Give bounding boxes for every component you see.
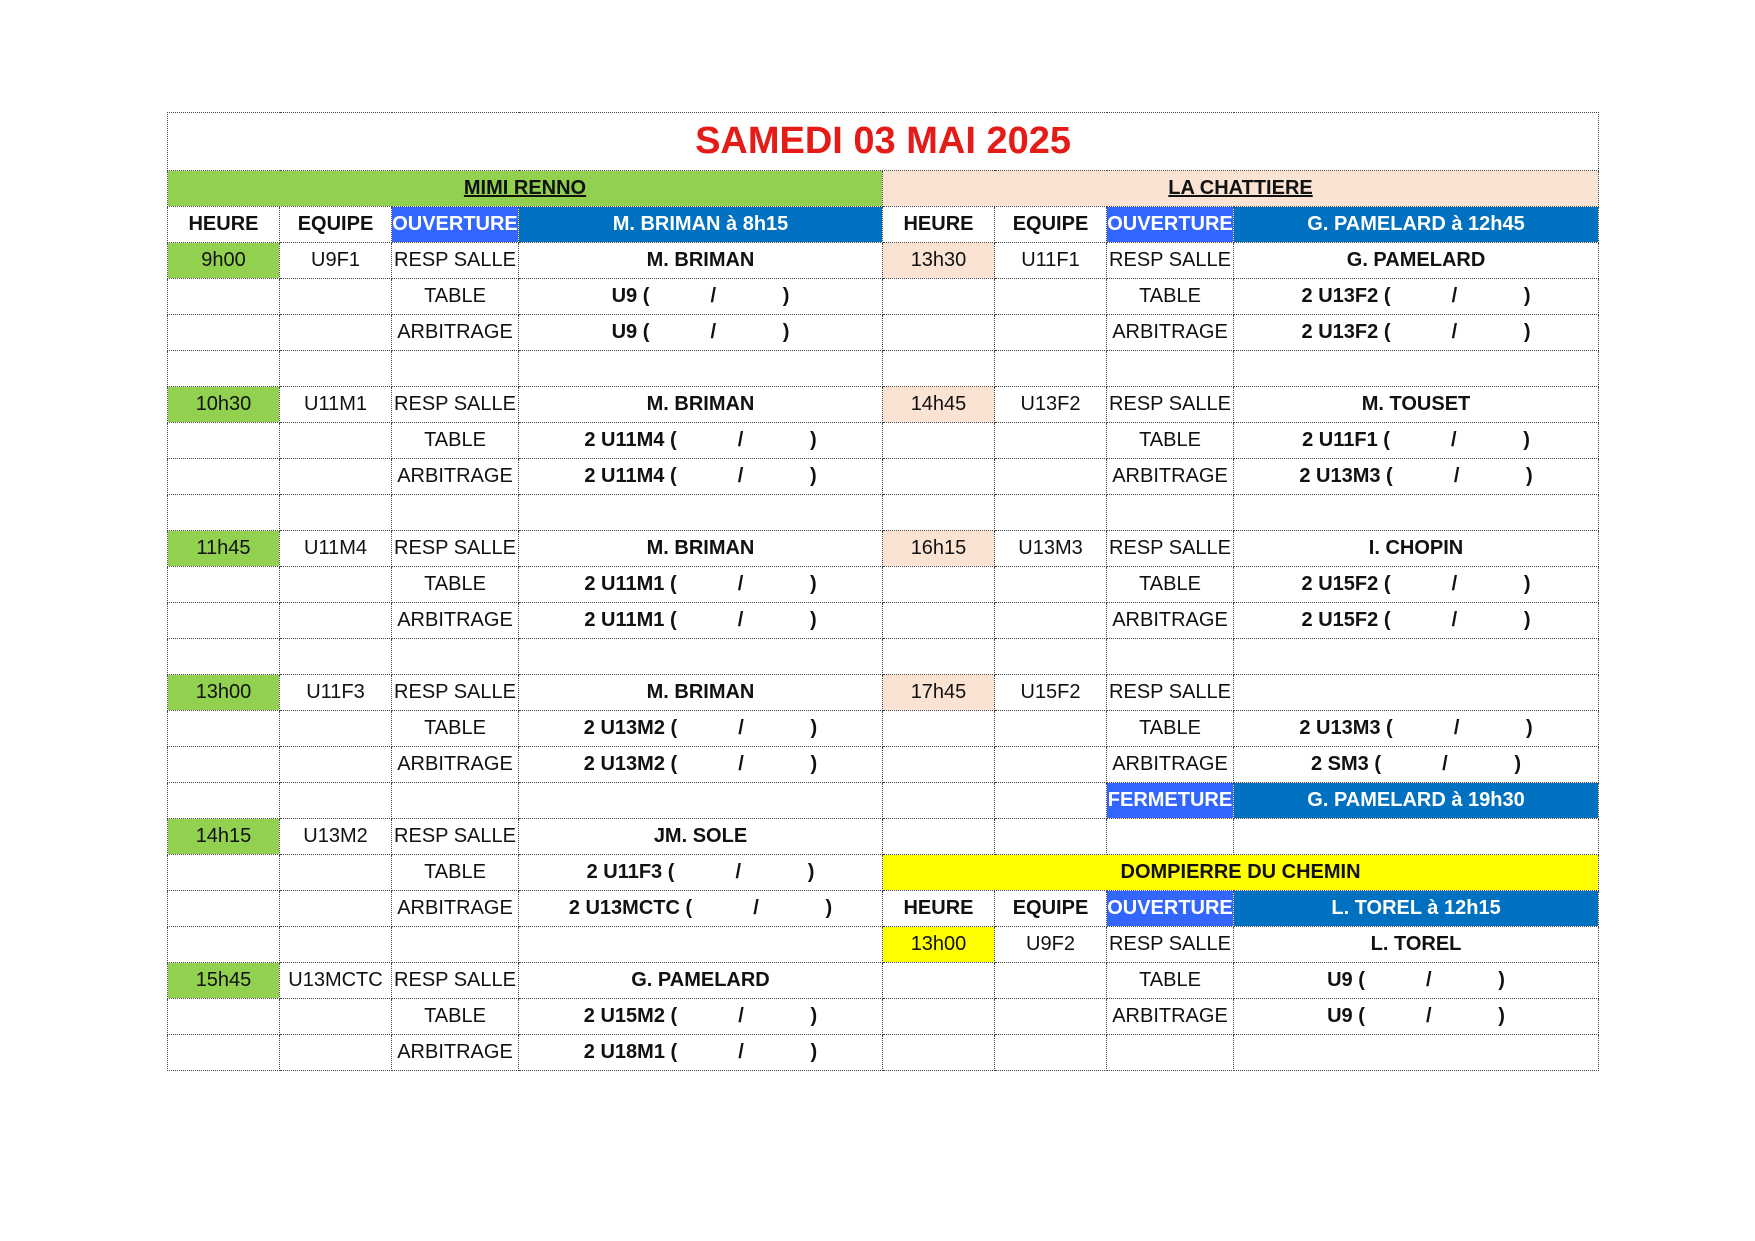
match-team: U13M2 — [280, 819, 392, 855]
role-label: TABLE — [392, 855, 519, 891]
role-label: ARBITRAGE — [392, 603, 519, 639]
role-label: RESP SALLE — [392, 675, 519, 711]
match-team: U11M4 — [280, 531, 392, 567]
schedule-table — [167, 112, 1599, 1071]
match-team: U11M1 — [280, 387, 392, 423]
resp-salle-value — [1234, 675, 1599, 711]
table-assignment: 2 U11F3 ( / ) — [586, 861, 815, 883]
resp-salle-value: M. BRIMAN — [519, 675, 883, 711]
match-time: 14h45 — [883, 387, 995, 423]
arbitrage-assignment: 2 U11M1 ( / ) — [584, 609, 817, 631]
role-label: ARBITRAGE — [392, 891, 519, 927]
role-label: ARBITRAGE — [1107, 999, 1234, 1035]
role-label: RESP SALLE — [1107, 927, 1234, 963]
left-opener: M. BRIMAN à 8h15 — [519, 207, 883, 243]
role-label: ARBITRAGE — [1107, 459, 1234, 495]
table-assignment: 2 U13M2 ( / ) — [583, 717, 818, 739]
arbitrage-assignment: 2 U18M1 ( / ) — [583, 1041, 818, 1063]
match-team: U15F2 — [995, 675, 1107, 711]
resp-salle-value: G. PAMELARD — [1234, 243, 1599, 279]
table-assignment: 2 U11M4 ( / ) — [584, 429, 817, 451]
match-time: 10h30 — [168, 387, 280, 423]
role-label: TABLE — [1107, 567, 1234, 603]
role-label: ARBITRAGE — [1107, 603, 1234, 639]
role-label: TABLE — [1107, 963, 1234, 999]
role-label: TABLE — [392, 999, 519, 1035]
role-label: ARBITRAGE — [392, 315, 519, 351]
venue-dompierre: DOMPIERRE DU CHEMIN — [883, 855, 1599, 891]
role-label: RESP SALLE — [392, 819, 519, 855]
role-label: RESP SALLE — [1107, 675, 1234, 711]
match-team: U11F3 — [280, 675, 392, 711]
venue-mimi-renno: MIMI RENNO — [168, 171, 883, 207]
schedule-sheet — [167, 112, 1599, 1071]
match-time: 13h00 — [168, 675, 280, 711]
resp-salle-value: M. BRIMAN — [519, 387, 883, 423]
arbitrage-assignment: 2 U11M4 ( / ) — [584, 465, 817, 487]
arbitrage-assignment: 2 SM3 ( / ) — [1311, 753, 1522, 775]
arbitrage-assignment: 2 U13M2 ( / ) — [583, 753, 818, 775]
role-label: ARBITRAGE — [1107, 747, 1234, 783]
table-assignment: U9 ( / ) — [1327, 969, 1505, 991]
resp-salle-value: JM. SOLE — [519, 819, 883, 855]
arbitrage-assignment: 2 U13F2 ( / ) — [1301, 321, 1531, 343]
role-label: TABLE — [392, 567, 519, 603]
match-team: U9F1 — [280, 243, 392, 279]
resp-salle-value: M. TOUSET — [1234, 387, 1599, 423]
arbitrage-assignment: 2 U13M3 ( / ) — [1299, 465, 1533, 487]
resp-salle-value: M. BRIMAN — [519, 243, 883, 279]
role-label: TABLE — [1107, 423, 1234, 459]
third-ouverture-label: OUVERTURE — [1107, 891, 1234, 927]
fermeture-label: FERMETURE — [1107, 783, 1234, 819]
resp-salle-value: G. PAMELARD — [519, 963, 883, 999]
role-label: RESP SALLE — [1107, 243, 1234, 279]
match-time: 11h45 — [168, 531, 280, 567]
match-team: U13MCTC — [280, 963, 392, 999]
role-label: RESP SALLE — [392, 387, 519, 423]
right-equipe-header: EQUIPE — [995, 207, 1107, 243]
resp-salle-value: I. CHOPIN — [1234, 531, 1599, 567]
table-assignment: U9 ( / ) — [611, 285, 790, 307]
match-time: 13h00 — [883, 927, 995, 963]
resp-salle-value: L. TOREL — [1234, 927, 1599, 963]
role-label: TABLE — [1107, 279, 1234, 315]
role-label: ARBITRAGE — [1107, 315, 1234, 351]
left-ouverture-label: OUVERTURE — [392, 207, 519, 243]
table-assignment: 2 U13F2 ( / ) — [1301, 285, 1531, 307]
right-opener: G. PAMELARD à 12h45 — [1234, 207, 1599, 243]
table-assignment: 2 U15F2 ( / ) — [1301, 573, 1531, 595]
table-assignment: 2 U13M3 ( / ) — [1299, 717, 1533, 739]
role-label: ARBITRAGE — [392, 747, 519, 783]
third-opener: L. TOREL à 12h15 — [1234, 891, 1599, 927]
role-label: TABLE — [392, 423, 519, 459]
match-team: U13M3 — [995, 531, 1107, 567]
table-assignment: 2 U11M1 ( / ) — [584, 573, 817, 595]
match-time: 14h15 — [168, 819, 280, 855]
role-label: RESP SALLE — [392, 243, 519, 279]
match-time: 17h45 — [883, 675, 995, 711]
match-team: U9F2 — [995, 927, 1107, 963]
match-time: 13h30 — [883, 243, 995, 279]
match-team: U13F2 — [995, 387, 1107, 423]
role-label: TABLE — [392, 711, 519, 747]
venue-la-chattiere: LA CHATTIERE — [883, 171, 1599, 207]
arbitrage-assignment: U9 ( / ) — [1327, 1005, 1505, 1027]
table-assignment: 2 U11F1 ( / ) — [1302, 429, 1530, 451]
right-heure-header: HEURE — [883, 207, 995, 243]
role-label: TABLE — [392, 279, 519, 315]
role-label: RESP SALLE — [1107, 387, 1234, 423]
resp-salle-value: M. BRIMAN — [519, 531, 883, 567]
match-team: U11F1 — [995, 243, 1107, 279]
arbitrage-assignment: U9 ( / ) — [611, 321, 790, 343]
match-time: 15h45 — [168, 963, 280, 999]
role-label: RESP SALLE — [392, 963, 519, 999]
match-time: 16h15 — [883, 531, 995, 567]
match-time: 9h00 — [168, 243, 280, 279]
third-heure-header: HEURE — [883, 891, 995, 927]
role-label: TABLE — [1107, 711, 1234, 747]
right-closer: G. PAMELARD à 19h30 — [1234, 783, 1599, 819]
right-ouverture-label: OUVERTURE — [1107, 207, 1234, 243]
role-label: ARBITRAGE — [392, 1035, 519, 1071]
left-heure-header: HEURE — [168, 207, 280, 243]
arbitrage-assignment: 2 U15F2 ( / ) — [1301, 609, 1531, 631]
role-label: RESP SALLE — [1107, 531, 1234, 567]
third-equipe-header: EQUIPE — [995, 891, 1107, 927]
left-equipe-header: EQUIPE — [280, 207, 392, 243]
arbitrage-assignment: 2 U13MCTC ( / ) — [568, 897, 833, 919]
table-assignment: 2 U15M2 ( / ) — [583, 1005, 818, 1027]
role-label: ARBITRAGE — [392, 459, 519, 495]
role-label: RESP SALLE — [392, 531, 519, 567]
page-title: SAMEDI 03 MAI 2025 — [168, 113, 1599, 171]
